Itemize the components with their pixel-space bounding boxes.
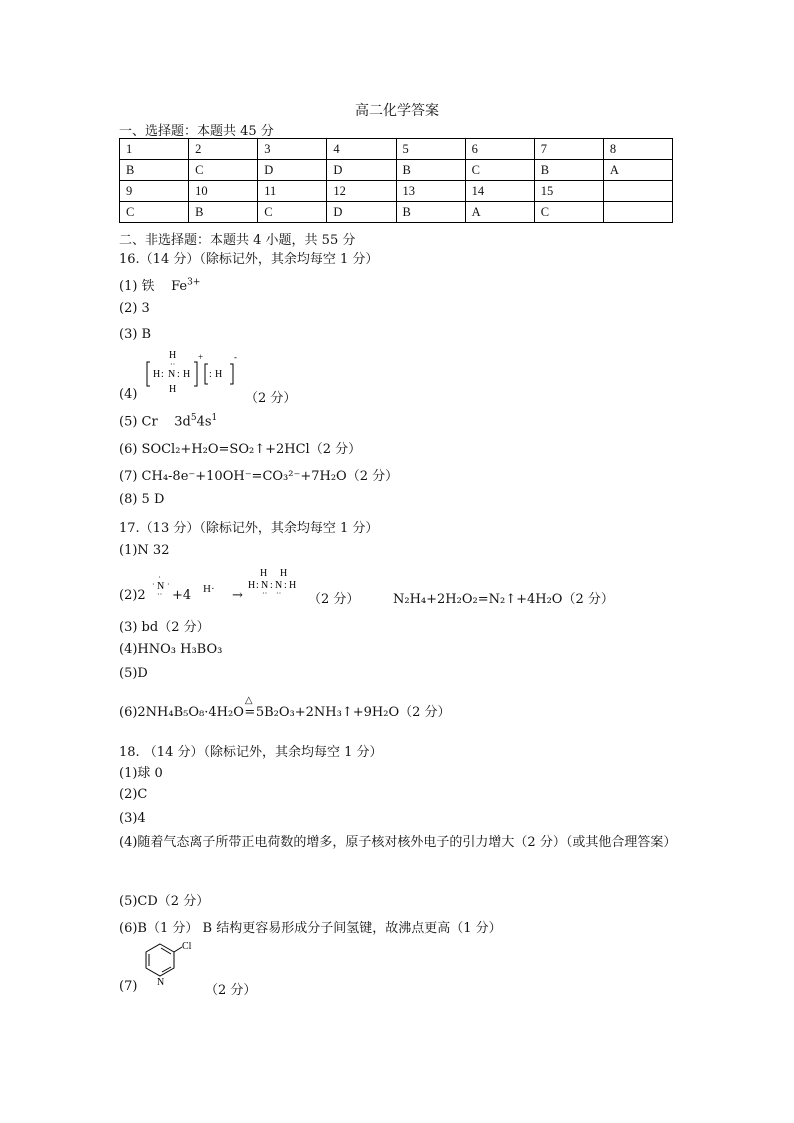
svg-text:··: ··	[276, 589, 282, 598]
table-row	[120, 181, 673, 202]
svg-text:·: ·	[158, 573, 161, 582]
svg-text::: :	[161, 369, 164, 380]
q17-header: 17.（13 分）（除标记外，其余均每空 1 分）	[119, 521, 379, 536]
q18-answer-4: (4)随着气态离子所带正电荷数的增多，原子核对核外电子的引力增大（2 分）（或其他合理答案）	[119, 835, 677, 850]
table-cell: D	[327, 202, 396, 223]
svg-text::: :	[209, 369, 212, 380]
table-cell: 1	[120, 139, 189, 160]
q16-answer-4-score: （2 分）	[245, 391, 297, 406]
svg-text:H: H	[169, 350, 177, 361]
table-cell	[603, 181, 672, 202]
table-cell: B	[189, 202, 258, 223]
q16-answer-6: (6) SOCl₂+H₂O=SO₂↑+2HCl（2 分）	[119, 442, 362, 457]
svg-text::: :	[270, 580, 273, 591]
section-1-heading: 一、选择题：本题共 45 分	[119, 124, 274, 139]
table-cell: D	[327, 160, 396, 181]
answer-table	[119, 138, 673, 223]
nitrogen-atom-electron-dots	[148, 572, 174, 600]
table-cell: B	[534, 160, 603, 181]
ammonium-hydride-electron-formula	[144, 348, 244, 396]
svg-text::: :	[284, 580, 287, 591]
table-cell: 14	[465, 181, 534, 202]
svg-text:N: N	[261, 580, 269, 591]
table-cell: B	[120, 160, 189, 181]
table-row	[120, 139, 673, 160]
table-cell: C	[534, 202, 603, 223]
q17-answer-3: (3) bd（2 分）	[119, 620, 210, 635]
svg-text:H: H	[248, 580, 256, 591]
svg-text::: :	[177, 369, 180, 380]
reaction-arrow-icon: →	[232, 588, 243, 603]
chlorine-label: Cl	[182, 941, 192, 952]
q17-answer-2-plus4: +4	[172, 588, 192, 603]
svg-text:·: ·	[152, 580, 155, 589]
table-cell: 3	[258, 139, 327, 160]
table-cell: A	[465, 202, 534, 223]
table-cell: 10	[189, 181, 258, 202]
hydrazine-electron-formula	[246, 566, 306, 600]
3-chloropyridine-structure	[140, 938, 200, 988]
svg-text:H: H	[280, 568, 288, 579]
q18-answer-7-score: （2 分）	[205, 983, 257, 998]
q16-answer-3: (3) B	[119, 327, 152, 342]
q18-answer-1: (1)球 0	[119, 766, 163, 781]
svg-text:+: +	[198, 352, 204, 362]
q18-answer-7-label: (7)	[119, 979, 138, 994]
table-cell: B	[396, 202, 465, 223]
q18-answer-5: (5)CD（2 分）	[119, 894, 210, 909]
table-cell: 5	[396, 139, 465, 160]
page-title: 高二化学答案	[355, 103, 439, 119]
q16-answer-8: (8) 5 D	[119, 492, 165, 507]
table-cell: 11	[258, 181, 327, 202]
q16-answer-2: (2) 3	[119, 301, 150, 316]
q18-header: 18. （14 分）（除标记外，其余均每空 1 分）	[119, 745, 383, 760]
q16-answer-4-label: (4)	[119, 387, 138, 402]
svg-text:N: N	[275, 580, 283, 591]
table-cell: 8	[603, 139, 672, 160]
table-cell: 15	[534, 181, 603, 202]
table-cell: 4	[327, 139, 396, 160]
table-cell: D	[258, 160, 327, 181]
table-cell: C	[189, 160, 258, 181]
svg-text:H: H	[183, 369, 191, 380]
q17-answer-4: (4)HNO₃ H₃BO₃	[119, 642, 223, 657]
svg-text:H: H	[260, 568, 268, 579]
q16-answer-5: (5) Cr $3d^54s^1$	[119, 413, 218, 430]
svg-text:·: ·	[167, 580, 170, 589]
table-cell: C	[258, 202, 327, 223]
svg-text:N: N	[157, 581, 165, 592]
svg-text:H: H	[215, 369, 223, 380]
svg-text::: :	[256, 580, 259, 591]
table-cell: A	[603, 160, 672, 181]
table-cell: B	[396, 160, 465, 181]
section-2-heading: 二、非选择题：本题共 4 小题，共 55 分	[119, 233, 356, 248]
svg-text:··: ··	[170, 360, 176, 369]
q16-answer-7: (7) CH₄-8e⁻+10OH⁻=CO₃²⁻+7H₂O（2 分）	[119, 469, 399, 484]
q17-answer-2-equation: N₂H₄+2H₂O₂=N₂↑+4H₂O（2 分）	[393, 592, 614, 607]
table-row	[120, 202, 673, 223]
svg-text:H: H	[153, 369, 161, 380]
q17-answer-2-label: (2)2	[119, 588, 146, 603]
table-cell	[603, 202, 672, 223]
table-cell: 6	[465, 139, 534, 160]
q16-header: 16.（14 分）（除标记外，其余均每空 1 分）	[119, 252, 379, 267]
q18-answer-6: (6)B（1 分） B 结构更容易形成分子间氢键，故沸点更高（1 分）	[119, 921, 502, 936]
table-cell: 12	[327, 181, 396, 202]
svg-text:-: -	[234, 352, 237, 362]
heating-delta-icon: △	[244, 695, 253, 706]
hydrogen-atom-dot: H·	[203, 583, 215, 595]
svg-text:H: H	[289, 580, 297, 591]
nitrogen-label: N	[157, 977, 165, 988]
table-cell: C	[465, 160, 534, 181]
q17-answer-5: (5)D	[119, 666, 148, 681]
table-cell: C	[120, 202, 189, 223]
table-cell: 2	[189, 139, 258, 160]
q16-answer-1: (1) 铁 $Fe^{3+}$	[119, 277, 201, 294]
q18-answer-3: (3)4	[119, 811, 146, 826]
svg-text:H: H	[169, 384, 177, 395]
table-cell: 13	[396, 181, 465, 202]
svg-text:N: N	[168, 369, 176, 380]
table-cell: 9	[120, 181, 189, 202]
table-cell: 7	[534, 139, 603, 160]
q17-answer-6: (6)2NH₄B₅O₈·4H₂O △ =5B₂O₃+2NH₃↑+9H₂O（2 分）	[119, 695, 451, 720]
svg-text:··: ··	[157, 590, 163, 599]
q18-answer-2: (2)C	[119, 787, 148, 802]
q17-answer-1: (1)N 32	[119, 543, 170, 558]
q17-answer-2-score: （2 分）	[308, 592, 360, 607]
table-row	[120, 160, 673, 181]
svg-text:··: ··	[262, 589, 268, 598]
